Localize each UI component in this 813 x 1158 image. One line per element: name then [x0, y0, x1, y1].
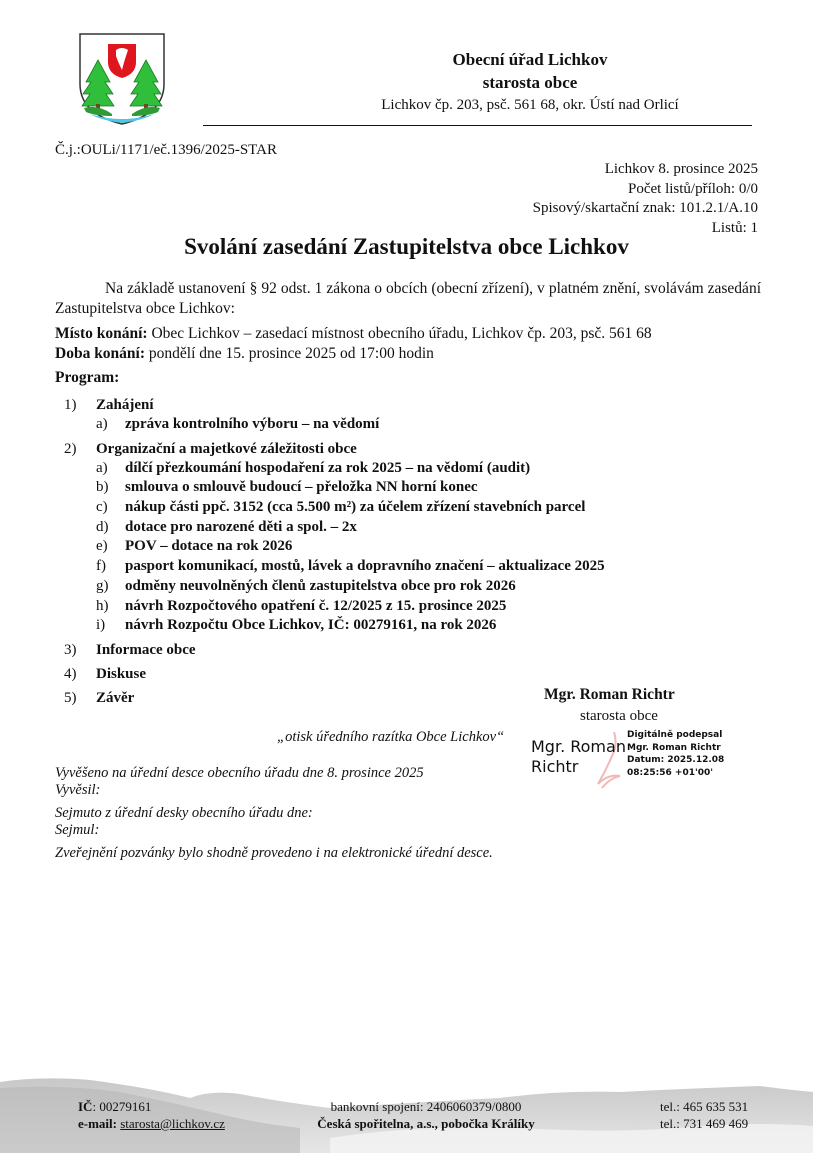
program-subitem-text: POV – dotace na rok 2026 — [125, 538, 293, 555]
program-subitem-text: návrh Rozpočtového opatření č. 12/2025 z 15. prosince 2025 — [125, 597, 507, 614]
program-subitem-text: zpráva kontrolního výboru – na vědomí — [125, 416, 380, 432]
bank-name: Česká spořitelna, a.s., pobočka Králíky — [317, 1116, 535, 1131]
removed-by: Sejmul: — [55, 822, 100, 838]
program-item-number: 4) — [64, 665, 77, 682]
office-name: Obecní úřad Lichkov — [452, 50, 608, 69]
program-subitem-letter: b) — [96, 479, 109, 496]
program-subitem-text: smlouva o smlouvě budoucí – přeložka NN horní konec — [125, 479, 478, 496]
posting-notes — [55, 765, 493, 862]
program-item-number: 3) — [64, 641, 77, 658]
digital-signature-details: Digitálně podepsal Mgr. Roman Richtr Datum: 2025.12.08 08:25:56 +01'00' — [627, 730, 725, 778]
removed-note: Sejmuto z úřední desky obecního úřadu dne: — [55, 805, 313, 821]
coat-of-arms-logo — [78, 32, 166, 126]
footer-phones — [660, 1098, 748, 1132]
reference-number: Č.j.:OULi/1171/eč.1396/2025-STAR — [55, 142, 277, 158]
program-item-number: 2) — [64, 440, 77, 457]
program-subitem-letter: i) — [96, 617, 106, 634]
program-item-number: 1) — [64, 397, 77, 413]
program-subitem-letter: h) — [96, 597, 109, 614]
program-subitem-text: dílčí přezkoumání hospodaření za rok 2025 – na vědomí (audit) — [125, 459, 531, 476]
program-subitem-letter: f) — [96, 558, 106, 575]
intro-paragraph — [55, 279, 761, 319]
signatory-role: starosta obce — [580, 708, 658, 724]
footer-ic: IČ: 00279161 — [78, 1099, 152, 1114]
posted-note: Vyvěšeno na úřední desce obecního úřadu dne 8. prosince 2025 — [55, 765, 424, 781]
program-subitem-letter: g) — [96, 577, 109, 594]
posted-by: Vyvěsil: — [55, 782, 101, 798]
program-subitem-letter: c) — [96, 499, 108, 516]
program-subitem-text: odměny neuvolněných členů zastupitelstva obce pro rok 2026 — [125, 577, 516, 594]
pages-attachments: Počet listů/příloh: 0/0 — [628, 180, 758, 197]
office-role: starosta obce — [482, 73, 578, 92]
document-title: Svolání zasedání Zastupitelstva obce Lichkov — [184, 234, 629, 259]
phone-2: tel.: 731 469 469 — [660, 1116, 749, 1131]
program-subitem-letter: a) — [96, 459, 108, 476]
document-date: Lichkov 8. prosince 2025 — [604, 161, 758, 177]
footer-email-line: e-mail: starosta@lichkov.cz — [78, 1116, 225, 1131]
program-label: Program: — [55, 369, 120, 386]
program-item-number: 5) — [64, 689, 77, 706]
program-subitem-letter: d) — [96, 518, 109, 535]
program-item-text: Organizační a majetkové záležitosti obce — [96, 440, 357, 457]
sheet-count: Listů: 1 — [711, 219, 758, 236]
office-address: Lichkov čp. 203, psč. 561 68, okr. Ústí nad Orlicí — [381, 97, 679, 113]
program-subitem-text: dotace pro narozené děti a spol. – 2x — [125, 518, 357, 535]
time-value: pondělí dne 15. prosince 2025 od 17:00 hodin — [145, 344, 434, 362]
time-line — [55, 344, 652, 364]
email-link[interactable]: starosta@lichkov.cz — [120, 1116, 225, 1131]
stamp-note: „otisk úředního razítka Obce Lichkov“ — [277, 729, 505, 745]
program-subitem-letter: e) — [96, 538, 108, 555]
venue-value: Obec Lichkov – zasedací místnost obecního úřadu, Lichkov čp. 203, psč. 561 68 — [147, 325, 652, 342]
phone-1: tel.: 465 635 531 — [660, 1099, 749, 1114]
venue-line — [55, 324, 652, 344]
footer-ids — [78, 1098, 225, 1132]
header-divider — [203, 125, 752, 126]
program-item-text: Diskuse — [96, 665, 147, 682]
electronic-board-note: Zveřejnění pozvánky bylo shodně provedeno i na elektronické úřední desce. — [55, 845, 493, 861]
program-item-text: Informace obce — [96, 641, 196, 658]
program-subitem-text: pasport komunikací, mostů, lávek a dopravního značení – aktualizace 2025 — [125, 558, 605, 575]
file-code: Spisový/skartační znak: 101.2.1/A.10 — [532, 200, 758, 216]
meeting-info — [55, 324, 652, 363]
digital-signature-name: Mgr. Roman Richtr — [531, 737, 626, 776]
program-item-text: Zahájení — [96, 397, 154, 413]
program-item-text: Závěr — [96, 689, 135, 706]
document-meta — [533, 160, 758, 238]
program-subitem-text: návrh Rozpočtu Obce Lichkov, IČ: 00279161, na rok 2026 — [125, 617, 497, 634]
footer-bank — [306, 1098, 546, 1132]
intro-text: Na základě ustanovení § 92 odst. 1 zákona o obcích (obecní zřízení), v platném znění, svolávám zasedání Zastupitelstva obce Lichkov: — [55, 280, 761, 317]
venue-label: Místo konání: — [55, 325, 148, 342]
signatory-name: Mgr. Roman Richtr — [544, 686, 675, 703]
bank-account: bankovní spojení: 2406060379/0800 — [330, 1099, 522, 1114]
program-subitem-letter: a) — [96, 416, 108, 432]
program-subitem-text: nákup části ppč. 3152 (cca 5.500 m²) za účelem zřízení stavebních parcel — [125, 499, 586, 516]
coat-of-arms-icon — [78, 32, 166, 126]
time-label: Doba konání: — [55, 344, 146, 362]
